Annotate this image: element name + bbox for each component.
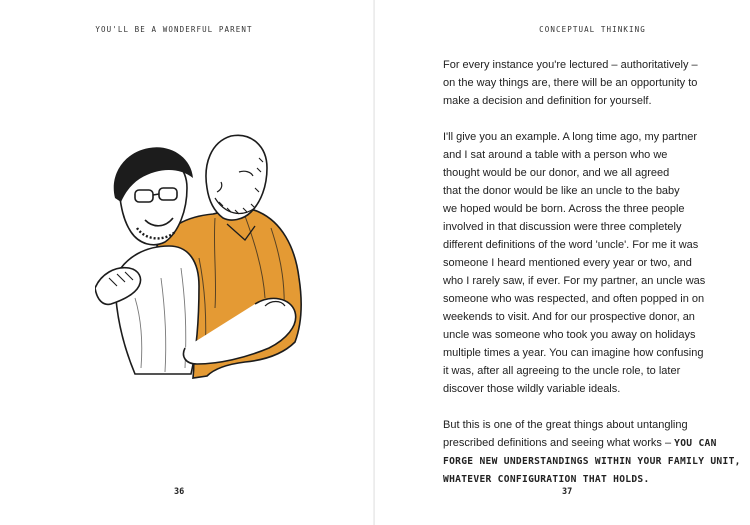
text-line: involved in that discussion were three completely: [443, 221, 682, 233]
text-line: multiple times a year. You can imagine how confusing: [443, 347, 704, 359]
paragraph-1: [443, 56, 718, 110]
text-line: For every instance you're lectured – authoritatively –: [443, 59, 698, 71]
text-line: discover those wildly variable ideals.: [443, 383, 621, 395]
text-line: weekends to visit. And for our prospective donor, an: [443, 311, 695, 323]
emphasis-text: WHATEVER CONFIGURATION THAT HOLDS.: [443, 474, 650, 485]
text-line: But this is one of the great things about untangling: [443, 419, 688, 431]
left-running-head: YOU'LL BE A WONDERFUL PARENT: [95, 25, 253, 34]
right-page-number: 37: [562, 487, 573, 497]
paragraph-3: [443, 416, 741, 489]
paragraph-2: [443, 128, 718, 398]
right-running-head: CONCEPTUAL THINKING: [539, 25, 646, 34]
text-line: I'll give you an example. A long time ago, my partner: [443, 131, 698, 143]
text-line: we hoped would be born. Across the three people: [443, 203, 685, 215]
text-line: uncle was someone who took you away on holidays: [443, 329, 696, 341]
text-line: that the donor would be like an uncle to the baby: [443, 185, 680, 197]
text-line: and I sat around a table with a person who we: [443, 149, 668, 161]
text-line: someone who was respected, and often popped in on: [443, 293, 705, 305]
text-run: prescribed definitions and seeing what works –: [443, 437, 675, 449]
text-line: who I rarely saw, if ever. For my partner, an uncle was: [443, 275, 706, 287]
emphasis-text: YOU CAN: [674, 438, 717, 449]
text-line: make a decision and definition for yourself.: [443, 95, 652, 107]
text-line: different definitions of the word 'uncle'. For me it was: [443, 239, 699, 251]
hugging-couple-illustration: [95, 128, 310, 383]
text-line: on the way things are, there will be an opportunity to: [443, 77, 698, 89]
text-line: [443, 434, 718, 453]
text-line: thought would be our donor, and we all agreed: [443, 167, 670, 179]
text-line: it was, after all agreeing to the uncle role, to later: [443, 365, 681, 377]
left-page-number: 36: [174, 487, 185, 497]
emphasis-text: FORGE NEW UNDERSTANDINGS WITHIN YOUR FAMILY UNIT,: [443, 456, 741, 467]
body-text: [443, 56, 741, 507]
text-line: someone I heard mentioned every year or two, and: [443, 257, 692, 269]
